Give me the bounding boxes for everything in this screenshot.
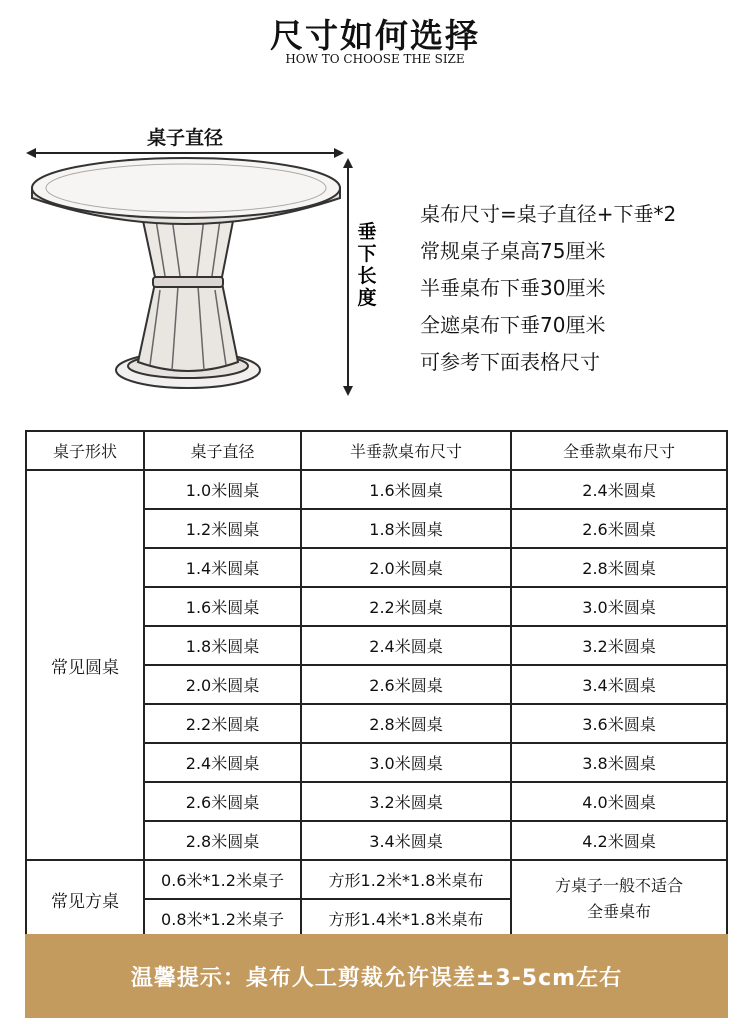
- page-subtitle: HOW TO CHOOSE THE SIZE: [285, 52, 465, 66]
- drop-label-2: 下: [357, 243, 377, 265]
- cell-full: 2.4米圆桌: [511, 470, 727, 509]
- drop-label-4: 度: [357, 287, 377, 309]
- table-row: [26, 860, 727, 899]
- header-diameter: 桌子直径: [144, 431, 301, 470]
- cell-diameter: 0.8米*1.2米桌子: [144, 899, 301, 938]
- header-shape: 桌子形状: [26, 431, 144, 470]
- cell-diameter: 2.6米圆桌: [144, 782, 301, 821]
- table-row: [26, 470, 727, 509]
- cell-full: 2.8米圆桌: [511, 548, 727, 587]
- category-square: 常见方桌: [26, 860, 144, 938]
- cell-diameter: 1.4米圆桌: [144, 548, 301, 587]
- cell-half: 2.2米圆桌: [301, 587, 511, 626]
- diameter-arrow: [26, 148, 344, 158]
- cell-half: 方形1.4米*1.8米桌布: [301, 899, 511, 938]
- category-round: 常见圆桌: [26, 470, 144, 860]
- size-notes: [420, 196, 676, 381]
- cell-full: 3.2米圆桌: [511, 626, 727, 665]
- cell-half: 2.0米圆桌: [301, 548, 511, 587]
- cell-diameter: 1.6米圆桌: [144, 587, 301, 626]
- cell-diameter: 0.6米*1.2米桌子: [144, 860, 301, 899]
- cell-diameter: 2.0米圆桌: [144, 665, 301, 704]
- drop-arrow: [343, 158, 353, 396]
- cell-full: 3.8米圆桌: [511, 743, 727, 782]
- cell-half: 1.8米圆桌: [301, 509, 511, 548]
- page-title: 尺寸如何选择: [270, 16, 480, 55]
- note-half-drop: 半垂桌布下垂30厘米: [420, 276, 606, 300]
- cell-diameter: 2.2米圆桌: [144, 704, 301, 743]
- diameter-label: 桌子直径: [146, 127, 224, 149]
- cell-diameter: 1.8米圆桌: [144, 626, 301, 665]
- round-table-illustration: [32, 158, 340, 388]
- tip-banner: [25, 934, 728, 1018]
- cell-half: 3.4米圆桌: [301, 821, 511, 860]
- cell-full: 2.6米圆桌: [511, 509, 727, 548]
- cell-half: 方形1.2米*1.8米桌布: [301, 860, 511, 899]
- cell-full: 3.6米圆桌: [511, 704, 727, 743]
- header-full-drop: 全垂款桌布尺寸: [511, 431, 727, 470]
- table-header-row: [26, 431, 727, 470]
- size-table: [25, 430, 728, 939]
- cell-full: 3.0米圆桌: [511, 587, 727, 626]
- note-formula: 桌布尺寸=桌子直径+下垂*2: [420, 202, 677, 226]
- tip-text: 温馨提示：桌布人工剪裁允许误差±3-5cm左右: [130, 965, 623, 991]
- cell-diameter: 1.0米圆桌: [144, 470, 301, 509]
- cell-half: 1.6米圆桌: [301, 470, 511, 509]
- drop-label-3: 长: [357, 265, 377, 287]
- cell-half: 3.2米圆桌: [301, 782, 511, 821]
- drop-label-1: 垂: [357, 221, 377, 243]
- note-reference: 可参考下面表格尺寸: [420, 350, 600, 374]
- cell-full-square-note: [511, 860, 727, 938]
- cell-diameter: 2.8米圆桌: [144, 821, 301, 860]
- cell-full: 3.4米圆桌: [511, 665, 727, 704]
- note-full-drop: 全遮桌布下垂70厘米: [420, 313, 606, 337]
- square-note-line-1: 方桌子一般不适合: [554, 876, 683, 895]
- square-note-line-2: 全垂桌布: [586, 902, 651, 921]
- cell-half: 2.8米圆桌: [301, 704, 511, 743]
- cell-half: 2.4米圆桌: [301, 626, 511, 665]
- header-half-drop: 半垂款桌布尺寸: [301, 431, 511, 470]
- cell-diameter: 1.2米圆桌: [144, 509, 301, 548]
- cell-full: 4.2米圆桌: [511, 821, 727, 860]
- cell-half: 3.0米圆桌: [301, 743, 511, 782]
- cell-full: 4.0米圆桌: [511, 782, 727, 821]
- note-table-height: 常规桌子桌高75厘米: [420, 239, 606, 263]
- cell-half: 2.6米圆桌: [301, 665, 511, 704]
- cell-diameter: 2.4米圆桌: [144, 743, 301, 782]
